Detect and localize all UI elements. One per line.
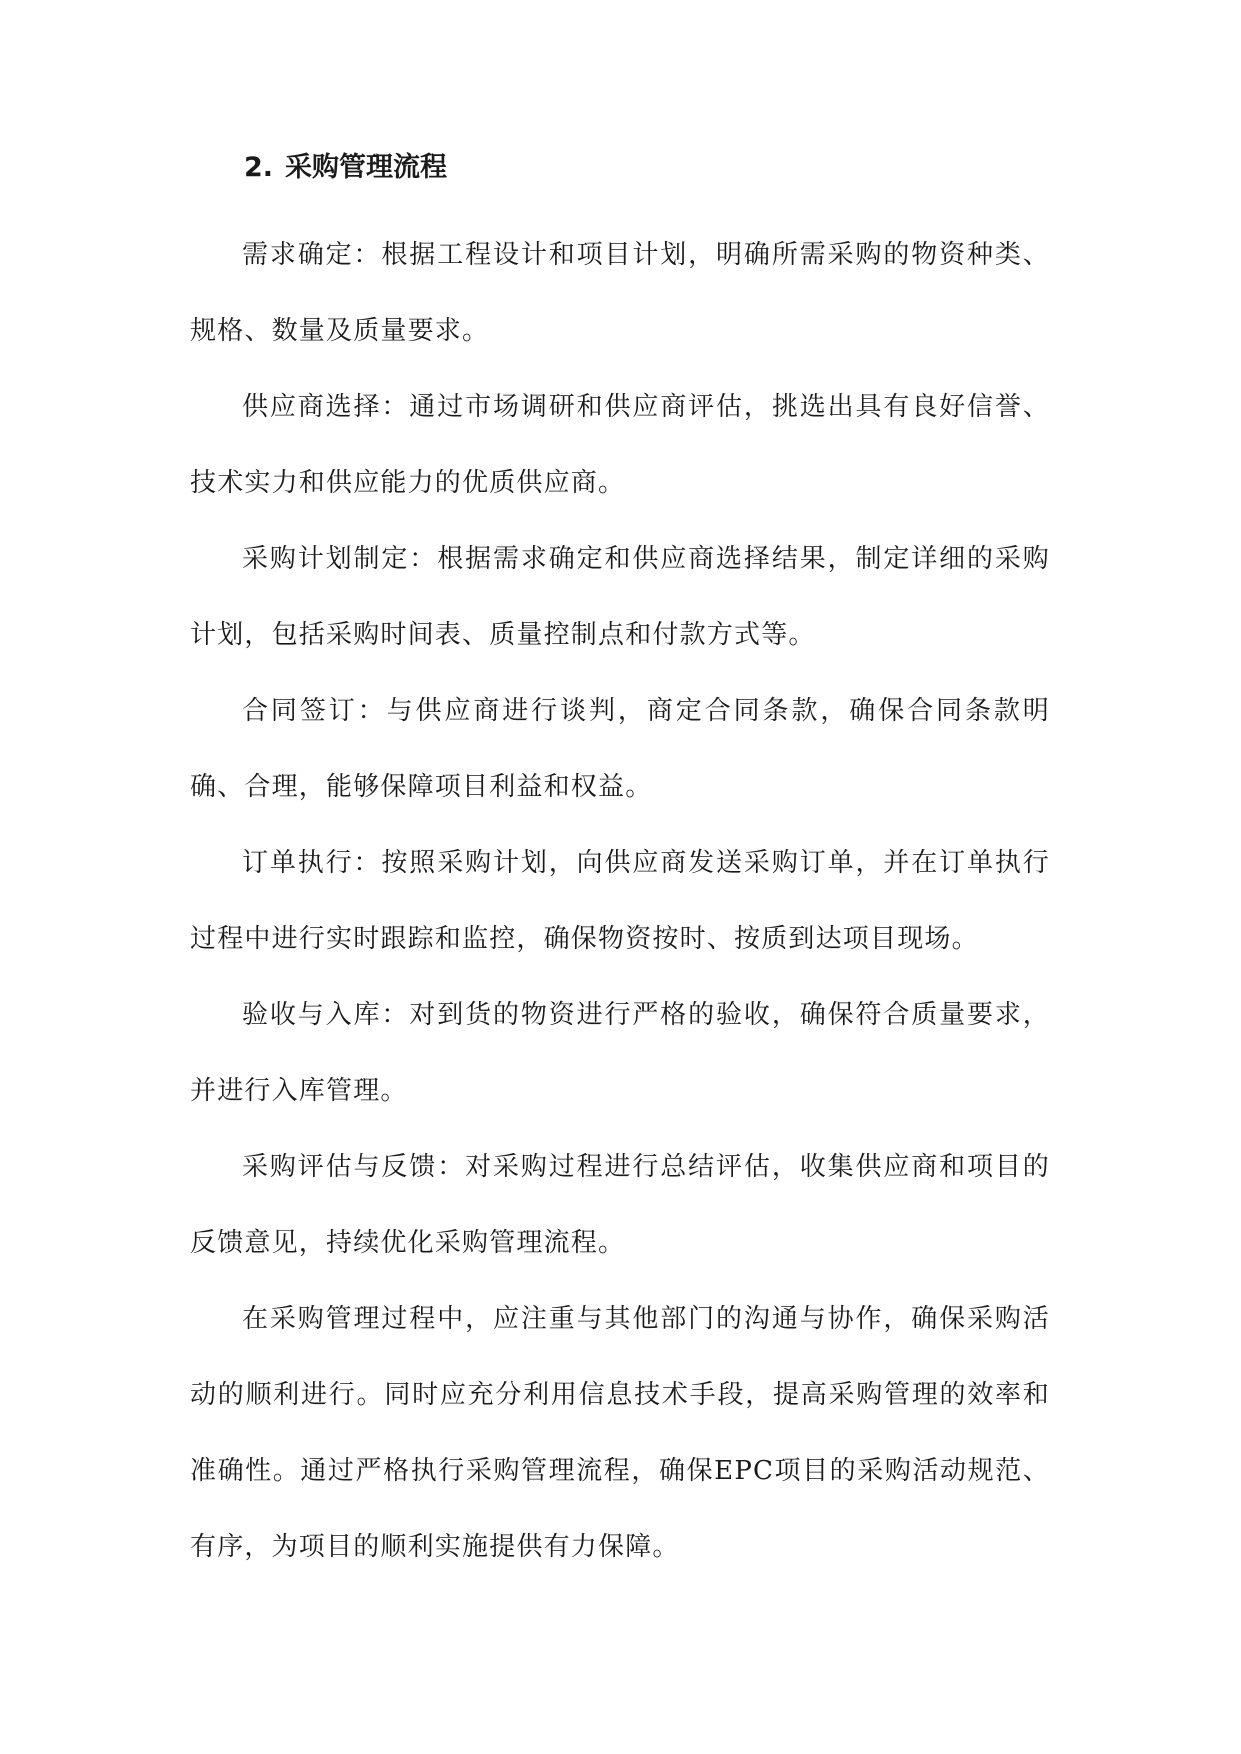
paragraph-demand-confirmation: 需求确定：根据工程设计和项目计划，明确所需采购的物资种类、规格、数量及质量要求。 (190, 240, 1050, 346)
paragraph-acceptance-storage: 验收与入库：对到货的物资进行严格的验收，确保符合质量要求，并进行入库管理。 (190, 1000, 1050, 1106)
paragraph-order-execution: 订单执行：按照采购计划，向供应商发送采购订单，并在订单执行过程中进行实时跟踪和监控，确保物资按时、按质到达项目现场。 (190, 848, 1050, 954)
document-body (190, 148, 1050, 1585)
paragraph-contract-signing: 合同签订：与供应商进行谈判，商定合同条款，确保合同条款明确、合理，能够保障项目利益和权益。 (190, 696, 1050, 802)
paragraph-summary: 在采购管理过程中，应注重与其他部门的沟通与协作，确保采购活动的顺利进行。同时应充分利用信息技术手段，提高采购管理的效率和准确性。通过严格执行采购管理流程，确保EPC项目的采购活动规范、有序，为项目的顺利实施提供有力保障。 (190, 1304, 1050, 1562)
paragraph-supplier-selection: 供应商选择：通过市场调研和供应商评估，挑选出具有良好信誉、技术实力和供应能力的优质供应商。 (190, 392, 1050, 498)
section-heading (244, 148, 1050, 188)
section-title: 采购管理流程 (285, 152, 448, 183)
paragraph-evaluation-feedback: 采购评估与反馈：对采购过程进行总结评估，收集供应商和项目的反馈意见，持续优化采购管理流程。 (190, 1152, 1050, 1258)
paragraph-procurement-plan: 采购计划制定：根据需求确定和供应商选择结果，制定详细的采购计划，包括采购时间表、质量控制点和付款方式等。 (190, 544, 1050, 650)
section-number: 2. (244, 152, 274, 183)
